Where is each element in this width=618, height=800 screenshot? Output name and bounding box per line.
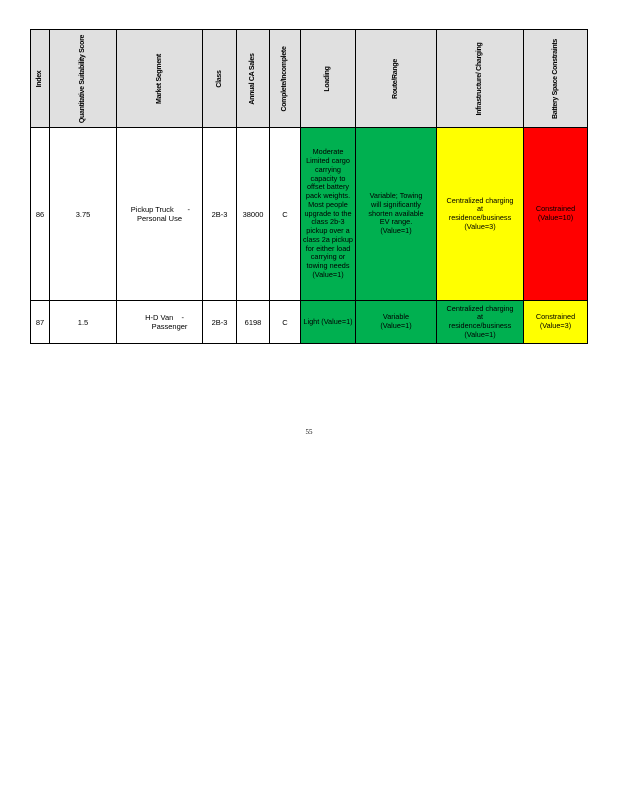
header-score: Quantitative Suitability Score xyxy=(50,30,117,128)
page-number: 55 xyxy=(305,428,313,436)
cell-class: 2B-3 xyxy=(203,128,237,301)
cell-sales: 6198 xyxy=(237,301,270,344)
cell-segment xyxy=(117,301,203,344)
cell-infrastructure: Centralized charging at residence/business (Value=1) xyxy=(437,301,524,344)
segment-line1: H-D Van xyxy=(145,312,174,322)
segment-dash: - xyxy=(181,312,184,322)
cell-loading: Light (Value=1) xyxy=(301,301,356,344)
cell-score: 3.75 xyxy=(50,128,117,301)
header-battery: Battery Space Constraints xyxy=(524,30,588,128)
header-class: Class xyxy=(203,30,237,128)
cell-loading: Moderate Limited cargo carrying capacity to offset battery pack weights. Most people upgrade to the class 2b-3 pickup over a class 2a pickup for either load carrying or towing needs (Value=1) xyxy=(301,128,356,301)
cell-battery: Constrained (Value=3) xyxy=(524,301,588,344)
table-row xyxy=(31,301,588,344)
segment-line1: Pickup Truck xyxy=(130,204,174,214)
header-infrastructure: Infrastructure/ Charging xyxy=(437,30,524,128)
cell-index: 86 xyxy=(31,128,50,301)
header-route: Route/Range xyxy=(356,30,437,128)
header-complete: Complete/Incomplete xyxy=(270,30,301,128)
segment-line2: Personal Use xyxy=(136,214,183,223)
cell-score: 1.5 xyxy=(50,301,117,344)
cell-index: 87 xyxy=(31,301,50,344)
header-row xyxy=(31,30,588,128)
cell-route: Variable (Value=1) xyxy=(356,301,437,344)
cell-battery: Constrained (Value=10) xyxy=(524,128,588,301)
cell-class: 2B-3 xyxy=(203,301,237,344)
cell-segment xyxy=(117,128,203,301)
cell-sales: 38000 xyxy=(237,128,270,301)
segment-dash: - xyxy=(187,204,190,214)
header-segment: Market Segment xyxy=(117,30,203,128)
header-index: Index xyxy=(31,30,50,128)
header-loading: Loading xyxy=(301,30,356,128)
segment-line2: Passenger xyxy=(151,322,188,331)
cell-route: Variable; Towing will significantly shorten available EV range. (Value=1) xyxy=(356,128,437,301)
table-row xyxy=(31,128,588,301)
cell-complete: C xyxy=(270,301,301,344)
header-sales: Annual CA Sales xyxy=(237,30,270,128)
suitability-table xyxy=(30,29,588,344)
cell-complete: C xyxy=(270,128,301,301)
cell-infrastructure: Centralized charging at residence/business (Value=3) xyxy=(437,128,524,301)
